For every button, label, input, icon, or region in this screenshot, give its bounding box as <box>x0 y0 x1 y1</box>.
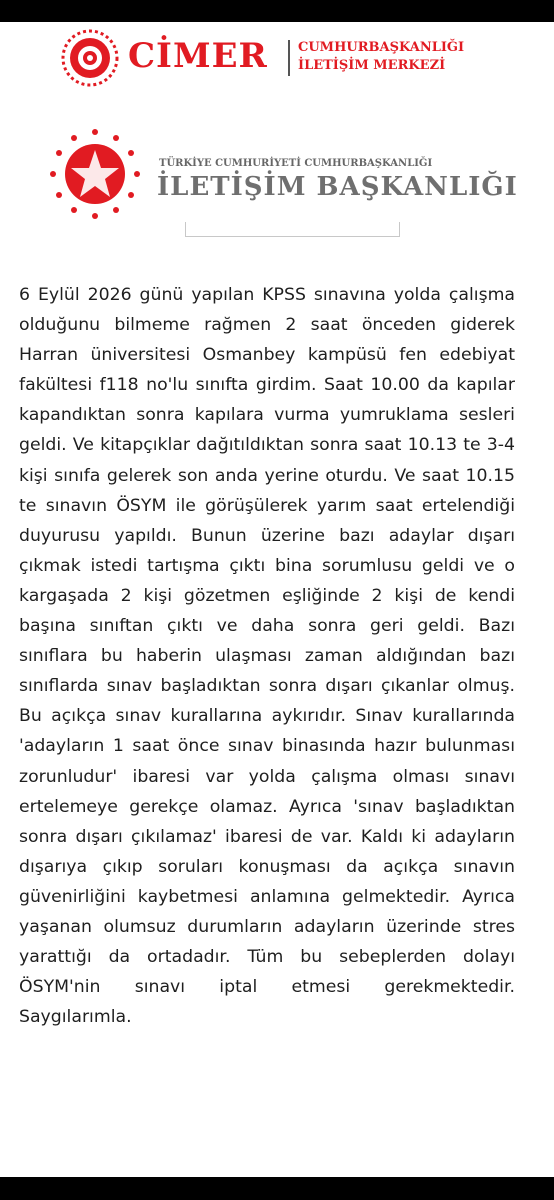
cimer-brand: CİMER <box>128 36 268 76</box>
body-paragraph: 6 Eylül 2026 günü yapılan KPSS sınavına yolda çalışma olduğunu bilmeme rağmen 2 saat önceden giderek Harran üniversitesi Osmanbey kampüsü fen edebiyat fakültesi f118 no'lu sınıfta girdim. Saat 10.00 da kapılar kapandıktan sonra kapılara vurma yumruklama sesleri geldi. Ve kitapçıklar dağıtıldıktan sonra saat 10.13 te 3-4 kişi sınıfa gelerek son anda yerine oturdu. Ve saat 10.15 te sınavın ÖSYM ile görüşülerek yarım saat ertelendiği duyurusu yapıldı. Bunun üzerine bazı adaylar dışarı çıkmak istedi tartışma çıktı bina sorumlusu geldi ve o kargaşada 2 kişi gözetmen eşliğinde 2 kişi de kendi başına sınıftan çıktı ve daha sonra geri geldi. Bazı sınıflara bu haberin ulaşması zaman aldığından bazı sınıflarda sınav başladıktan sonra dışarı çıkanlar olmuş. Bu açıkça sınav kurallarına aykırıdır. Sınav kurallarında 'adayların 1 saat önce sınav binasında hazır bulunması zorunludur' ibaresi var yolda çalışma olması sınavı ertelemeye gerekçe olamaz. Ayrıca 'sınav başladıktan sonra dışarı çıkılamaz' ibaresi de var. Kaldı ki adayların dışarıya çıkıp soruları konuşması da açıkça sınavın güvenirliğini kaybetmesi anlamına gelmektedir. Ayrıca yaşanan olumsuz durumların adayların üzerinde stres yarattığı da ortadadır. Tüm bu sebeplerden dolayı ÖSYM'nin sınavı iptal etmesi gerekmektedir. Saygılarımla. <box>19 285 515 1028</box>
header-divider <box>288 40 290 76</box>
cimer-header <box>60 26 480 92</box>
iletisim-title: İLETİŞİM BAŞKANLIĞI <box>157 172 518 202</box>
presidential-seal-icon <box>45 124 145 224</box>
iletisim-header <box>45 124 518 230</box>
cimer-subtitle-1: CUMHURBAŞKANLIĞI <box>298 40 465 55</box>
cimer-subtitle-2: İLETİŞİM MERKEZİ <box>298 58 446 73</box>
navigation-bar <box>0 1177 554 1200</box>
status-bar <box>0 0 554 22</box>
cimer-emblem-icon <box>60 28 120 88</box>
complaint-text <box>19 280 515 1032</box>
form-field-box <box>185 222 400 237</box>
iletisim-subtitle: TÜRKİYE CUMHURİYETİ CUMHURBAŞKANLIĞI <box>159 158 433 169</box>
